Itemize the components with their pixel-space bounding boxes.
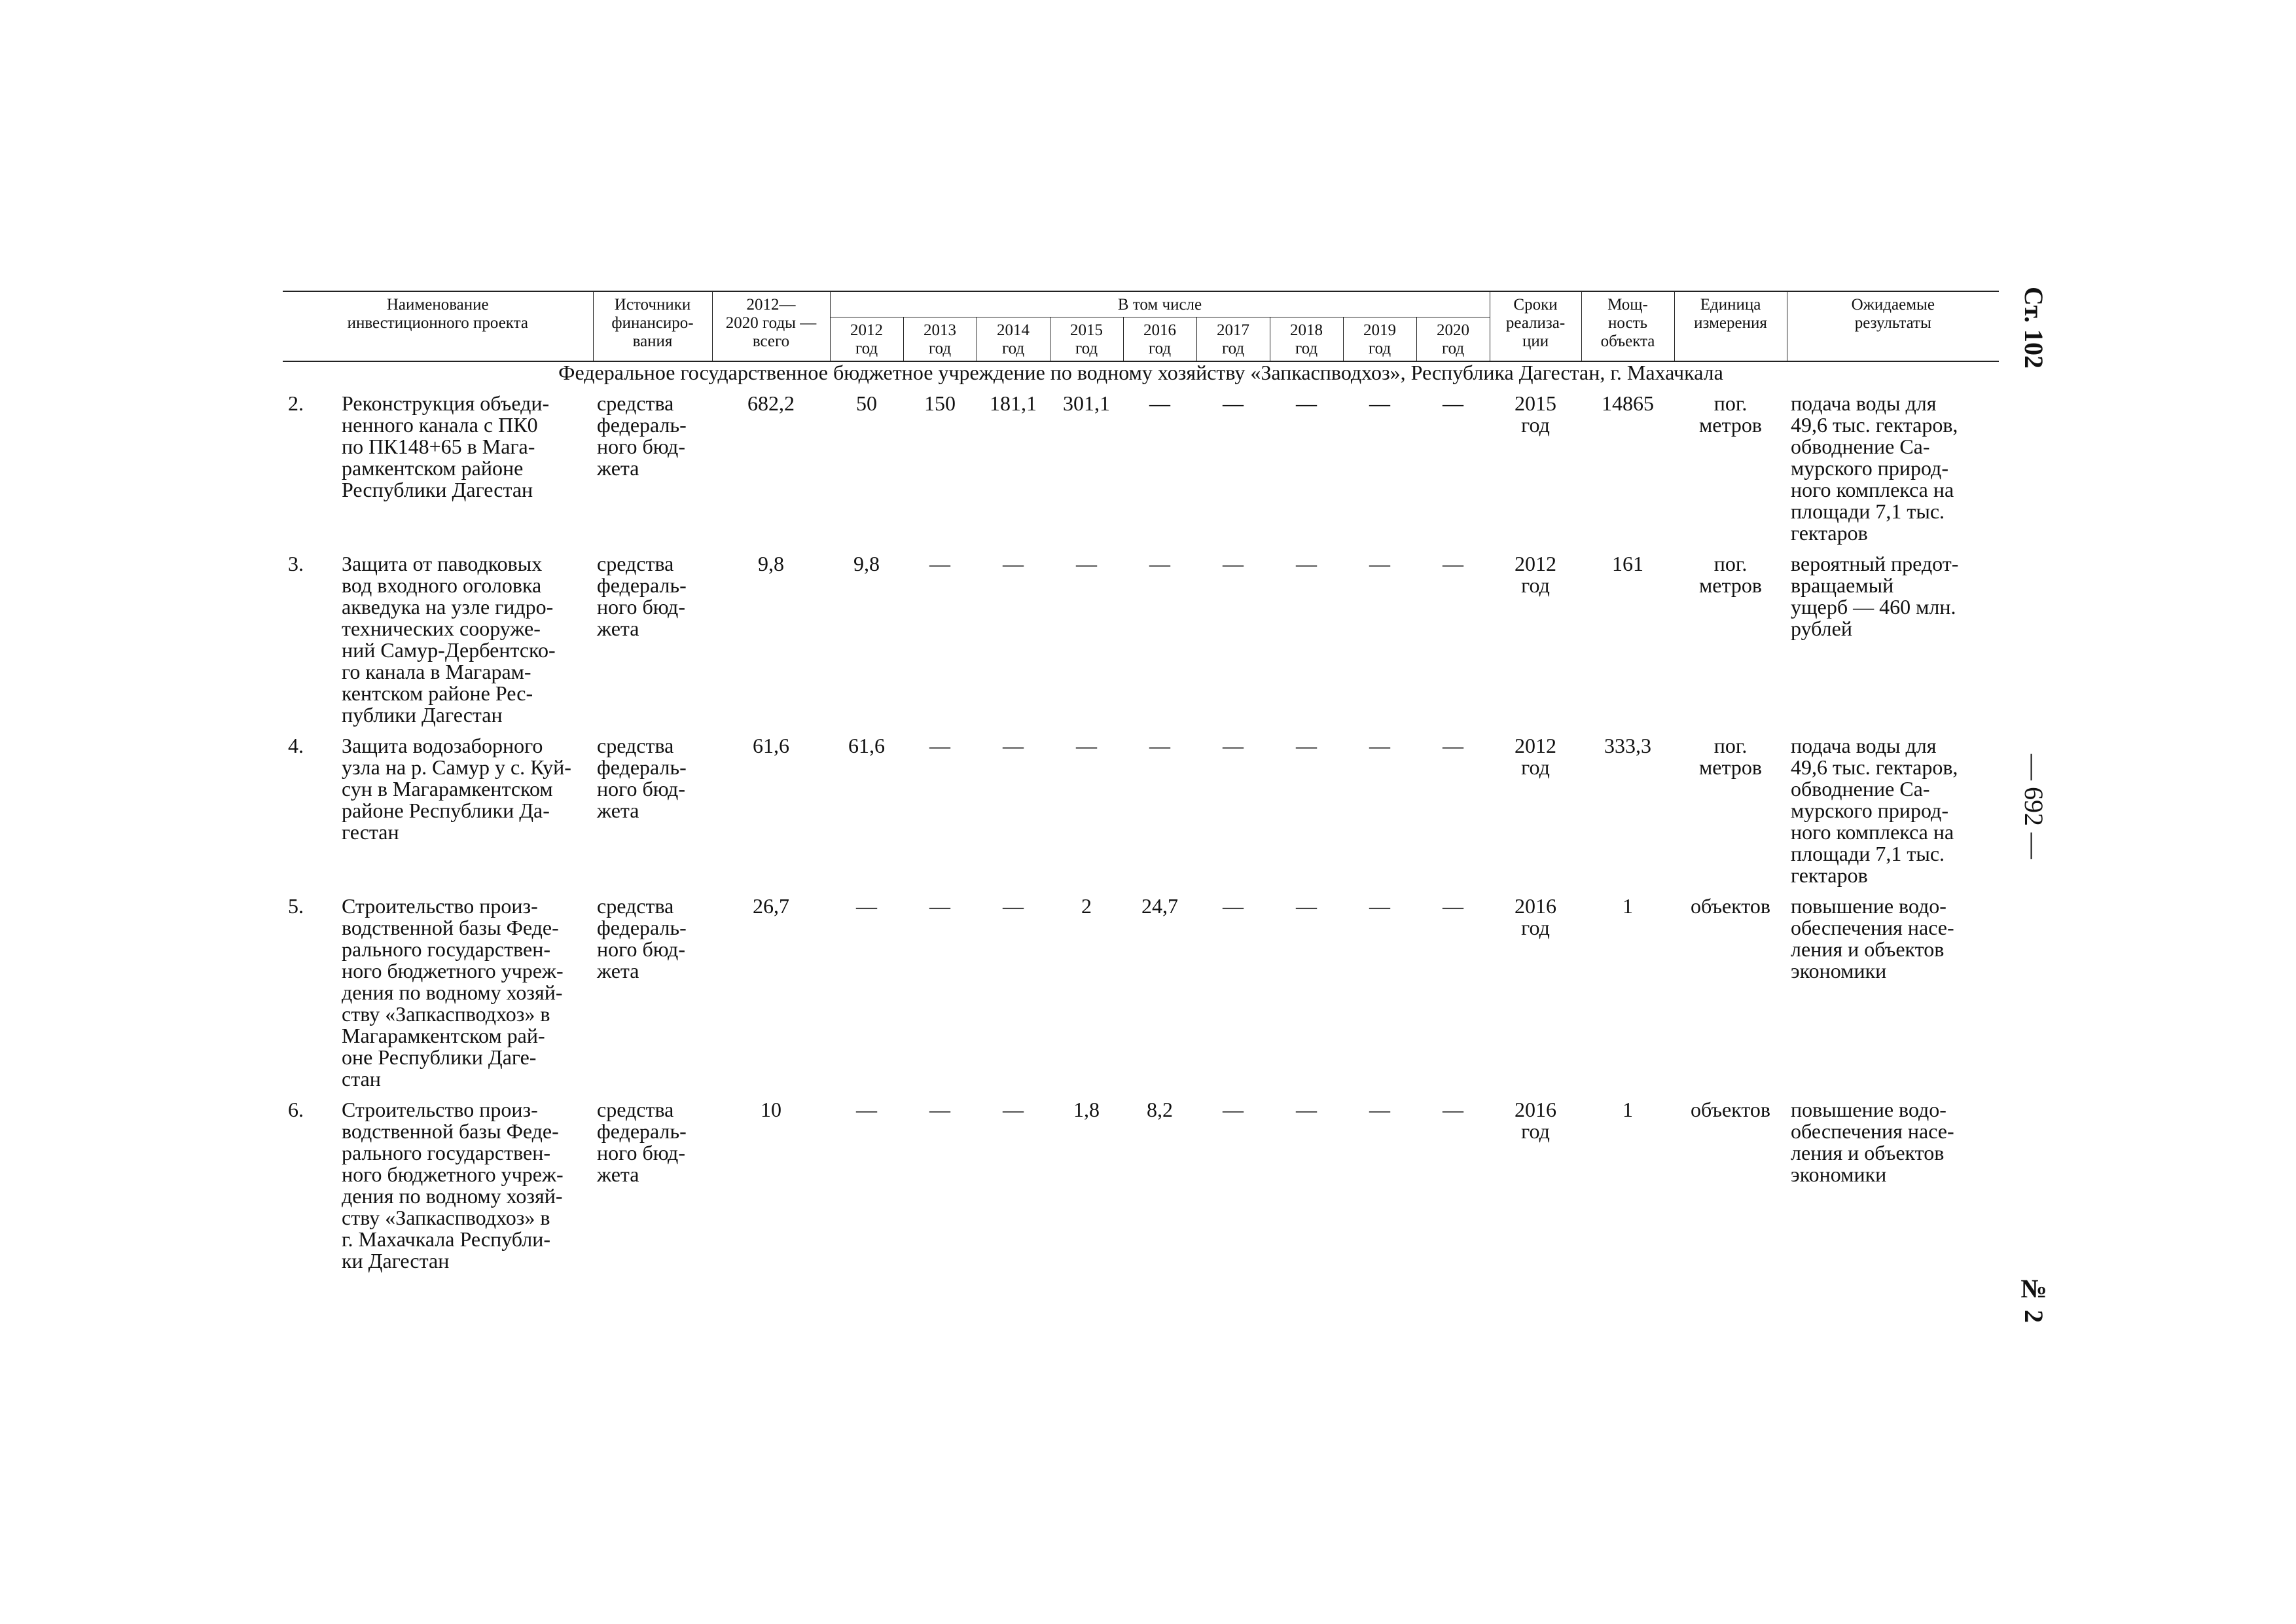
text-line: подача воды для bbox=[1791, 734, 1937, 757]
year-value: 50 bbox=[856, 391, 878, 415]
text-line: Единица bbox=[1700, 296, 1761, 314]
year-value: — bbox=[1149, 552, 1171, 575]
year-value: — bbox=[1223, 894, 1244, 918]
text-line: федераль- bbox=[597, 1119, 687, 1143]
text-line: год bbox=[1295, 340, 1318, 357]
text-line: ству «Запкаспводхоз» в bbox=[342, 1206, 550, 1229]
year-value: 2 bbox=[1081, 894, 1092, 918]
project-name bbox=[338, 735, 593, 895]
year-value: — bbox=[1003, 552, 1024, 575]
text-line: год bbox=[1521, 413, 1550, 437]
text-line: 49,6 тыс. гектаров, bbox=[1791, 755, 1958, 779]
text-line: 2018 bbox=[1290, 321, 1323, 339]
year-value: — bbox=[1149, 391, 1171, 415]
text-line: средства bbox=[597, 1098, 674, 1121]
text-line: ству «Запкаспводхоз» в bbox=[342, 1002, 550, 1026]
text-line: ущерб — 460 млн. bbox=[1791, 595, 1956, 619]
text-line: год bbox=[1001, 340, 1025, 357]
expected-results bbox=[1787, 553, 1999, 735]
text-line: обеспечения насе- bbox=[1791, 1119, 1954, 1143]
text-line: ного бюд- bbox=[597, 1141, 685, 1164]
year-value: — bbox=[856, 894, 878, 918]
capacity-value: 1 bbox=[1623, 894, 1634, 918]
text-line: ного бюджетного учреж- bbox=[342, 959, 564, 983]
year-value: — bbox=[856, 1098, 878, 1121]
total-value: 10 bbox=[761, 1098, 782, 1121]
text-line: жета bbox=[597, 1163, 639, 1186]
year-value: — bbox=[929, 1098, 951, 1121]
year-value: — bbox=[1443, 552, 1464, 575]
text-line: ного комплекса на bbox=[1791, 478, 1954, 501]
year-value: — bbox=[1149, 734, 1171, 757]
year-value: — bbox=[1003, 894, 1024, 918]
text-line: 2013 bbox=[924, 321, 957, 339]
text-line: средства bbox=[597, 894, 674, 918]
text-line: экономики bbox=[1791, 959, 1887, 983]
text-line: измерения bbox=[1694, 314, 1767, 332]
funding-source bbox=[593, 735, 712, 895]
text-line: ненного канала с ПК0 bbox=[342, 413, 538, 437]
table-row bbox=[283, 1099, 1999, 1281]
year-value: — bbox=[1296, 894, 1318, 918]
text-line: 2019 bbox=[1363, 321, 1397, 339]
year-value: — bbox=[1296, 1098, 1318, 1121]
text-line: ции bbox=[1522, 333, 1549, 350]
text-line: экономики bbox=[1791, 1163, 1887, 1186]
text-line: 2020 годы — bbox=[725, 314, 817, 332]
text-line: рального государствен- bbox=[342, 937, 550, 961]
year-value: 61,6 bbox=[848, 734, 886, 757]
year-value: — bbox=[929, 894, 951, 918]
text-line: ного бюджетного учреж- bbox=[342, 1163, 564, 1186]
col-header-sources bbox=[593, 291, 712, 361]
text-line: районе Республики Да- bbox=[342, 799, 550, 822]
col-header-year bbox=[977, 317, 1050, 362]
funding-source bbox=[593, 393, 712, 553]
row-number: 3. bbox=[288, 552, 304, 575]
total-value: 61,6 bbox=[753, 734, 790, 757]
margin-page-number: — 692 — bbox=[2019, 754, 2049, 859]
text-line: федераль- bbox=[597, 755, 687, 779]
row-number: 4. bbox=[288, 734, 304, 757]
year-value: — bbox=[1443, 1098, 1464, 1121]
text-line: 2016 bbox=[1143, 321, 1177, 339]
text-line: 2012 bbox=[1515, 734, 1557, 757]
text-line: 2012 bbox=[850, 321, 884, 339]
text-line: ки Дагестан bbox=[342, 1249, 450, 1272]
text-line: жета bbox=[597, 799, 639, 822]
text-line: реализа- bbox=[1505, 314, 1566, 332]
text-line: метров bbox=[1699, 755, 1762, 779]
year-value: — bbox=[1223, 734, 1244, 757]
text-line: вод входного оголовка bbox=[342, 573, 542, 597]
total-value: 26,7 bbox=[753, 894, 790, 918]
text-line: Строительство произ- bbox=[342, 894, 538, 918]
text-line: оне Республики Даге- bbox=[342, 1045, 537, 1069]
text-line: обеспечения насе- bbox=[1791, 916, 1954, 939]
text-line: повышение водо- bbox=[1791, 894, 1946, 918]
year-value: — bbox=[1369, 552, 1391, 575]
text-line: Ожидаемые bbox=[1851, 296, 1935, 314]
text-line: федераль- bbox=[597, 916, 687, 939]
text-line: 2020 bbox=[1437, 321, 1470, 339]
text-line: пог. bbox=[1713, 391, 1748, 415]
text-line: жета bbox=[597, 617, 639, 640]
implementation-term bbox=[1490, 895, 1581, 1099]
year-value: 1,8 bbox=[1073, 1098, 1100, 1121]
year-value: — bbox=[1369, 1098, 1391, 1121]
text-line: 2012— bbox=[746, 296, 796, 314]
col-header-year bbox=[1123, 317, 1196, 362]
text-line: Защита от паводковых bbox=[342, 552, 543, 575]
text-line: федераль- bbox=[597, 413, 687, 437]
text-line: год bbox=[855, 340, 878, 357]
year-value: — bbox=[1003, 1098, 1024, 1121]
expected-results bbox=[1787, 1099, 1999, 1281]
text-line: федераль- bbox=[597, 573, 687, 597]
project-name bbox=[338, 393, 593, 553]
year-value: — bbox=[1223, 1098, 1244, 1121]
year-value: 24,7 bbox=[1141, 894, 1179, 918]
col-header-year bbox=[1343, 317, 1416, 362]
text-line: ления и объектов bbox=[1791, 1141, 1945, 1164]
text-line: по ПК148+65 в Мага- bbox=[342, 435, 535, 458]
text-line: всего bbox=[752, 333, 790, 350]
expected-results bbox=[1787, 393, 1999, 553]
col-header-year bbox=[1416, 317, 1490, 362]
unit-of-measure bbox=[1674, 393, 1787, 553]
text-line: средства bbox=[597, 552, 674, 575]
year-value: — bbox=[1369, 894, 1391, 918]
text-line: 2016 bbox=[1515, 1098, 1557, 1121]
col-header-total bbox=[712, 291, 830, 361]
text-line: жета bbox=[597, 959, 639, 983]
year-value: — bbox=[1076, 734, 1098, 757]
agency-title: Федеральное государственное бюджетное учреждение по водному хозяйству «Запкаспводхоз», Республика Дагестан, г. Махачкала bbox=[558, 361, 1723, 384]
funding-source bbox=[593, 895, 712, 1099]
implementation-term bbox=[1490, 735, 1581, 895]
text-line: технических сооруже- bbox=[342, 617, 541, 640]
text-line: площади 7,1 тыс. bbox=[1791, 842, 1945, 865]
text-line: 2016 bbox=[1515, 894, 1557, 918]
text-line: кентском районе Рес- bbox=[342, 681, 533, 705]
col-header-year bbox=[1270, 317, 1343, 362]
unit-of-measure bbox=[1674, 735, 1787, 895]
text-line: вания bbox=[632, 333, 673, 350]
text-line: Реконструкция объеди- bbox=[342, 391, 550, 415]
text-line: ного бюд- bbox=[597, 435, 685, 458]
col-header-incl: В том числе bbox=[830, 291, 1490, 317]
text-line: год bbox=[928, 340, 952, 357]
text-line: гестан bbox=[342, 820, 399, 844]
text-line: стан bbox=[342, 1067, 381, 1091]
text-line: гектаров bbox=[1791, 863, 1868, 887]
col-header-terms bbox=[1490, 291, 1581, 361]
text-line: Республики Дагестан bbox=[342, 478, 533, 501]
implementation-term bbox=[1490, 393, 1581, 553]
col-header-name bbox=[283, 291, 593, 361]
investment-projects-table bbox=[283, 291, 1999, 1281]
text-line: ного бюд- bbox=[597, 937, 685, 961]
text-line: обводнение Са- bbox=[1791, 777, 1930, 801]
unit-of-measure bbox=[1674, 1099, 1787, 1281]
year-value: — bbox=[1369, 734, 1391, 757]
text-line: рублей bbox=[1791, 617, 1852, 640]
project-name bbox=[338, 895, 593, 1099]
text-line: г. Махачкала Республи- bbox=[342, 1227, 550, 1251]
text-line: обводнение Са- bbox=[1791, 435, 1930, 458]
year-value: 8,2 bbox=[1147, 1098, 1174, 1121]
year-value: — bbox=[1296, 391, 1318, 415]
text-line: ного комплекса на bbox=[1791, 820, 1954, 844]
col-header-results bbox=[1787, 291, 1999, 361]
table-row bbox=[283, 895, 1999, 1099]
funding-source bbox=[593, 1099, 712, 1281]
text-line: 2015 bbox=[1515, 391, 1557, 415]
text-line: пог. bbox=[1713, 734, 1748, 757]
text-line: публики Дагестан bbox=[342, 703, 503, 727]
text-line: финансиро- bbox=[611, 314, 694, 332]
text-line: водственной базы Феде- bbox=[342, 1119, 559, 1143]
year-value: — bbox=[1443, 391, 1464, 415]
text-line: водственной базы Феде- bbox=[342, 916, 559, 939]
implementation-term bbox=[1490, 553, 1581, 735]
text-line: инвестиционного проекта bbox=[347, 314, 528, 332]
text-line: 49,6 тыс. гектаров, bbox=[1791, 413, 1958, 437]
text-line: Наименование bbox=[386, 296, 489, 314]
year-value: — bbox=[1223, 552, 1244, 575]
text-line: ность bbox=[1608, 314, 1647, 332]
expected-results bbox=[1787, 895, 1999, 1099]
text-line: гектаров bbox=[1791, 521, 1868, 545]
year-value: — bbox=[1443, 734, 1464, 757]
unit-of-measure bbox=[1674, 895, 1787, 1099]
year-value: 301,1 bbox=[1063, 391, 1111, 415]
year-value: — bbox=[929, 552, 951, 575]
capacity-value: 161 bbox=[1612, 552, 1644, 575]
text-line: год bbox=[1441, 340, 1465, 357]
text-line: год bbox=[1521, 573, 1550, 597]
capacity-value: 333,3 bbox=[1604, 734, 1652, 757]
col-header-year bbox=[830, 317, 903, 362]
text-line: дения по водному хозяй- bbox=[342, 1184, 563, 1208]
text-line: ного бюд- bbox=[597, 595, 685, 619]
col-header-year bbox=[1196, 317, 1270, 362]
text-line: метров bbox=[1699, 413, 1762, 437]
text-line: сун в Магарамкентском bbox=[342, 777, 553, 801]
text-line: год bbox=[1221, 340, 1245, 357]
text-line: год bbox=[1148, 340, 1172, 357]
text-line: вращаемый bbox=[1791, 573, 1894, 597]
table-row bbox=[283, 735, 1999, 895]
unit-of-measure bbox=[1674, 553, 1787, 735]
year-value: — bbox=[1443, 894, 1464, 918]
text-line: жета bbox=[597, 456, 639, 480]
margin-article-number: Ст. 102 bbox=[2019, 287, 2049, 369]
text-line: 2014 bbox=[997, 321, 1030, 339]
text-line: год bbox=[1521, 1119, 1550, 1143]
text-line: 2012 bbox=[1515, 552, 1557, 575]
text-line: год bbox=[1521, 755, 1550, 779]
text-line: го канала в Магарам- bbox=[342, 660, 531, 683]
text-line: ного бюд- bbox=[597, 777, 685, 801]
text-line: рального государствен- bbox=[342, 1141, 550, 1164]
expected-results bbox=[1787, 735, 1999, 895]
text-line: подача воды для bbox=[1791, 391, 1937, 415]
col-header-year bbox=[903, 317, 977, 362]
text-line: площади 7,1 тыс. bbox=[1791, 499, 1945, 523]
text-line: ний Самур-Дербентско- bbox=[342, 638, 556, 662]
text-line: мурского природ- bbox=[1791, 456, 1948, 480]
text-line: повышение водо- bbox=[1791, 1098, 1946, 1121]
text-line: метров bbox=[1699, 573, 1762, 597]
capacity-value: 1 bbox=[1623, 1098, 1634, 1121]
text-line: объектов bbox=[1691, 894, 1771, 918]
text-line: Сроки bbox=[1513, 296, 1558, 314]
text-line: ления и объектов bbox=[1791, 937, 1945, 961]
text-line: Защита водозаборного bbox=[342, 734, 543, 757]
text-line: Строительство произ- bbox=[342, 1098, 538, 1121]
row-number: 6. bbox=[288, 1098, 304, 1121]
text-line: год bbox=[1075, 340, 1098, 357]
capacity-value: 14865 bbox=[1602, 391, 1655, 415]
text-line: мурского природ- bbox=[1791, 799, 1948, 822]
year-value: 150 bbox=[924, 391, 956, 415]
text-line: год bbox=[1368, 340, 1391, 357]
text-line: акведука на узле гидро- bbox=[342, 595, 554, 619]
project-name bbox=[338, 553, 593, 735]
text-line: объектов bbox=[1691, 1098, 1771, 1121]
funding-source bbox=[593, 553, 712, 735]
text-line: Магарамкентском рай- bbox=[342, 1024, 545, 1047]
col-header-capacity bbox=[1581, 291, 1674, 361]
total-value: 682,2 bbox=[747, 391, 795, 415]
year-value: — bbox=[929, 734, 951, 757]
total-value: 9,8 bbox=[758, 552, 785, 575]
row-number: 2. bbox=[288, 391, 304, 415]
text-line: дения по водному хозяй- bbox=[342, 981, 563, 1004]
text-line: вероятный предот- bbox=[1791, 552, 1959, 575]
year-value: — bbox=[1223, 391, 1244, 415]
text-line: Источники bbox=[614, 296, 691, 314]
year-value: — bbox=[1076, 552, 1098, 575]
year-value: — bbox=[1003, 734, 1024, 757]
project-name bbox=[338, 1099, 593, 1281]
year-value: — bbox=[1369, 391, 1391, 415]
text-line: 2017 bbox=[1217, 321, 1250, 339]
margin-issue-number: № 2 bbox=[2019, 1274, 2049, 1323]
text-line: пог. bbox=[1713, 552, 1748, 575]
text-line: средства bbox=[597, 391, 674, 415]
text-line: объекта bbox=[1600, 333, 1655, 350]
text-line: результаты bbox=[1854, 314, 1931, 332]
col-header-year bbox=[1050, 317, 1123, 362]
year-value: — bbox=[1296, 552, 1318, 575]
year-value: 9,8 bbox=[853, 552, 880, 575]
text-line: Мощ- bbox=[1607, 296, 1648, 314]
text-line: средства bbox=[597, 734, 674, 757]
table-row bbox=[283, 393, 1999, 553]
text-line: год bbox=[1521, 916, 1550, 939]
text-line: рамкентском районе bbox=[342, 456, 524, 480]
year-value: — bbox=[1296, 734, 1318, 757]
text-line: 2015 bbox=[1070, 321, 1103, 339]
text-line: узла на р. Самур у с. Куй- bbox=[342, 755, 571, 779]
implementation-term bbox=[1490, 1099, 1581, 1281]
row-number: 5. bbox=[288, 894, 304, 918]
col-header-unit bbox=[1674, 291, 1787, 361]
table-row bbox=[283, 553, 1999, 735]
year-value: 181,1 bbox=[990, 391, 1037, 415]
